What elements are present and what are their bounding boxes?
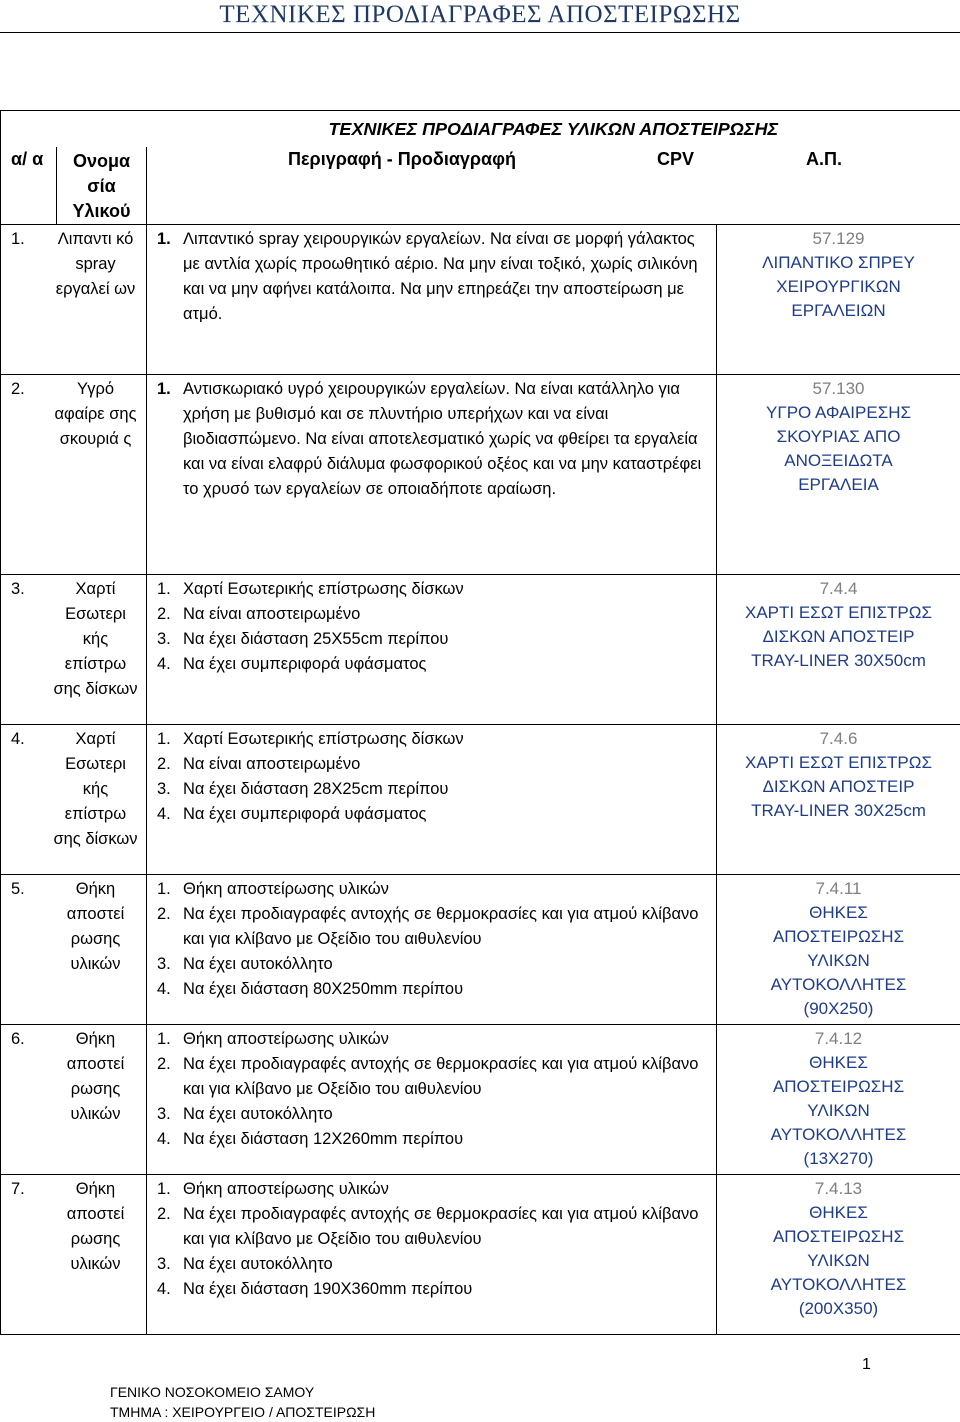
cpv-cell <box>717 1174 960 1334</box>
spec-item-text: Να έχει προδιαγραφές αντοχής σε θερμοκρασίες και για ατμού κλίβανο και για κλίβανο με Οξείδιο του αιθυλενίου <box>183 1054 699 1098</box>
spec-item <box>157 1252 706 1277</box>
spec-item-text: Θήκη αποστείρωσης υλικών <box>183 1179 389 1198</box>
header-desc-cell <box>147 147 960 225</box>
spec-item <box>157 377 706 502</box>
spec-item <box>157 1027 706 1052</box>
header-name <box>57 147 147 225</box>
cpv-description: ΥΓΡΟ ΑΦΑΙΡΕΣΗΣ ΣΚΟΥΡΙΑΣ ΑΠΟ ΑΝΟΞΕΙΔΩΤΑ ΕΡΓΑΛΕΙΑ <box>766 402 912 494</box>
cpv-code: 7.4.11 <box>815 878 862 898</box>
row-number: 3. <box>11 579 25 598</box>
table-row <box>1 1024 960 1174</box>
spec-item <box>157 602 706 627</box>
cpv-description: ΘΗΚΕΣ ΑΠΟΣΤΕΙΡΩΣΗΣ ΥΛΙΚΩΝ ΑΥΤΟΚΟΛΛΗΤΕΣ (200Χ350) <box>770 1202 907 1318</box>
description-cell <box>147 1024 717 1174</box>
spec-item-number: 4. <box>157 1279 171 1298</box>
spec-item-number: 1. <box>157 729 171 748</box>
cpv-cell <box>717 574 960 724</box>
cpv-description: ΧΑΡΤΙ ΕΣΩΤ ΕΠΙΣΤΡΩΣ ΔΙΣΚΩΝ ΑΠΟΣΤΕΙΡ TRAY-LINER 30X25cm <box>745 752 932 820</box>
spec-item-number: 4. <box>157 804 171 823</box>
row-number: 6. <box>11 1029 25 1048</box>
spec-table <box>0 110 960 1335</box>
spec-item-number: 2. <box>157 604 171 623</box>
material-name: Θήκη αποστεί ρωσης υλικών <box>66 1179 125 1273</box>
cpv-code: 7.4.6 <box>819 728 858 748</box>
material-name-cell <box>1 874 147 1024</box>
material-name-cell <box>1 574 147 724</box>
cpv-description: ΛΙΠΑΝΤΙΚΟ ΣΠΡΕΥ ΧΕΙΡΟΥΡΓΙΚΩΝ ΕΡΓΑΛΕΙΩΝ <box>762 252 915 320</box>
spec-item-text: Να είναι αποστειρωμένο <box>183 604 361 623</box>
header-num-text: α/ α <box>11 148 44 169</box>
cpv-code: 7.4.12 <box>814 1028 863 1048</box>
spec-item-text: Να έχει προδιαγραφές αντοχής σε θερμοκρασίες και για ατμού κλίβανο και για κλίβανο με Οξείδιο του αιθυλενίου <box>183 904 699 948</box>
spec-item-number: 4. <box>157 979 171 998</box>
spec-item-number: 1. <box>157 879 171 898</box>
cpv-cell <box>717 874 960 1024</box>
cpv-code: 7.4.13 <box>814 1178 863 1198</box>
spec-item-number: 3. <box>157 1254 171 1273</box>
spec-item-text: Να έχει αυτοκόλλητο <box>183 954 333 973</box>
spec-item <box>157 777 706 802</box>
table-row <box>1 224 960 374</box>
row-number: 7. <box>11 1179 25 1198</box>
spec-item-number: 3. <box>157 954 171 973</box>
header-num <box>1 147 57 225</box>
spec-item-text: Λιπαντικό spray χειρουργικών εργαλείων. Να είναι σε μορφή γάλακτος με αντλία χωρίς προωθητικό αέριο. Να μην είναι τοξικό, χωρίς σιλικόνη και να μην αφήνει κατάλοιπα. Να μην επηρεάζει την αποστείρωση με ατμό. <box>183 229 698 323</box>
spec-item <box>157 977 706 1002</box>
spec-item <box>157 802 706 827</box>
spec-item-text: Να έχει αυτοκόλλητο <box>183 1254 333 1273</box>
description-cell <box>147 874 717 1024</box>
spec-item-number: 1. <box>157 1029 171 1048</box>
spec-item-number: 2. <box>157 1204 171 1223</box>
spec-item-text: Να έχει διάσταση 80Χ250mm περίπου <box>183 979 464 998</box>
table-row <box>1 724 960 874</box>
cpv-cell <box>717 224 960 374</box>
table-row <box>1 574 960 724</box>
description-cell <box>147 374 717 574</box>
header-ap: Α.Π. <box>806 148 842 169</box>
spec-item <box>157 952 706 977</box>
material-name: Χαρτί Εσωτερι κής επίστρω σης δίσκων <box>53 579 138 698</box>
spec-item-text: Να είναι αποστειρωμένο <box>183 754 361 773</box>
spec-item-text: Θήκη αποστείρωσης υλικών <box>183 1029 389 1048</box>
spec-item-text: Να έχει διάσταση 28Χ25cm περίπου <box>183 779 449 798</box>
row-number: 2. <box>11 379 25 398</box>
row-number: 4. <box>11 729 25 748</box>
table-row <box>1 374 960 574</box>
spec-item-number: 1. <box>157 1179 171 1198</box>
spec-item <box>157 627 706 652</box>
material-name: Λιπαντι κό spray εργαλεί ων <box>55 229 136 298</box>
spec-item-text: Να έχει συμπεριφορά υφάσματος <box>183 654 427 673</box>
table-row <box>1 1174 960 1334</box>
spec-item <box>157 577 706 602</box>
material-name-cell <box>1 224 147 374</box>
spec-item-text: Να έχει αυτοκόλλητο <box>183 1104 333 1123</box>
cpv-code: 57.129 <box>812 228 865 248</box>
footer <box>110 1382 375 1422</box>
material-name-cell <box>1 724 147 874</box>
table-title: ΤΕΧΝΙΚΕΣ ΠΡΟΔΙΑΓΡΑΦΕΣ ΥΛΙΚΩΝ ΑΠΟΣΤΕΙΡΩΣΗΣ <box>147 111 960 147</box>
spec-item-number: 3. <box>157 779 171 798</box>
table-header-row <box>1 147 960 225</box>
cpv-cell <box>717 374 960 574</box>
description-cell <box>147 224 717 374</box>
header-cpv: CPV <box>657 148 695 169</box>
cpv-code: 57.130 <box>812 378 865 398</box>
spec-item <box>157 652 706 677</box>
spec-item-number: 1. <box>157 579 171 598</box>
description-cell <box>147 724 717 874</box>
table-title-row <box>1 111 960 147</box>
spec-item-text: Να έχει διάσταση 25Χ55cm περίπου <box>183 629 449 648</box>
description-cell <box>147 1174 717 1334</box>
spec-item-number: 2. <box>157 1054 171 1073</box>
spec-item <box>157 1052 706 1102</box>
spec-item <box>157 902 706 952</box>
material-name: Θήκη αποστεί ρωσης υλικών <box>66 1029 125 1123</box>
cpv-cell <box>717 1024 960 1174</box>
page-header-title: ΤΕΧΝΙΚΕΣ ΠΡΟΔΙΑΓΡΑΦΕΣ ΑΠΟΣΤΕΙΡΩΣΗΣ <box>219 1 741 28</box>
header-divider <box>0 32 960 33</box>
spec-item <box>157 727 706 752</box>
spec-item <box>157 877 706 902</box>
row-number: 1. <box>11 229 25 248</box>
spec-item <box>157 227 706 327</box>
cpv-description: ΘΗΚΕΣ ΑΠΟΣΤΕΙΡΩΣΗΣ ΥΛΙΚΩΝ ΑΥΤΟΚΟΛΛΗΤΕΣ (13Χ270) <box>770 1052 907 1168</box>
spec-item-text: Αντισκωριακό υγρό χειρουργικών εργαλείων. Να είναι κατάλληλο για χρήση με βυθισμό και σε πλυντήριο υπερήχων και να είναι βιοδιασπώμενο. Να είναι αποτελεσματικό χωρίς να φθείρει τα εργαλεία και να είναι ελαφρύ διάλυμα φωσφορικού οξέος και να μην καταστρέφει το χρυσό των εργαλείων σε οποιαδήποτε αραίωση. <box>183 379 702 498</box>
spec-item-text: Να έχει προδιαγραφές αντοχής σε θερμοκρασίες και για ατμού κλίβανο και για κλίβανο με Οξείδιο του αιθυλενίου <box>183 1204 699 1248</box>
spec-item-number: 2. <box>157 904 171 923</box>
description-cell <box>147 574 717 724</box>
spec-item-number: 4. <box>157 1129 171 1148</box>
material-name: Θήκη αποστεί ρωσης υλικών <box>66 879 125 973</box>
spec-item-text: Θήκη αποστείρωσης υλικών <box>183 879 389 898</box>
row-number: 5. <box>11 879 25 898</box>
cpv-description: ΘΗΚΕΣ ΑΠΟΣΤΕΙΡΩΣΗΣ ΥΛΙΚΩΝ ΑΥΤΟΚΟΛΛΗΤΕΣ (90Χ250) <box>770 902 907 1018</box>
material-name-cell <box>1 374 147 574</box>
spec-item-text: Να έχει διάσταση 12Χ260mm περίπου <box>183 1129 464 1148</box>
spec-item <box>157 1177 706 1202</box>
spec-item-number: 3. <box>157 1104 171 1123</box>
header-name-text: Ονομα σία Υλικού <box>72 150 131 221</box>
spec-item-text: Χαρτί Εσωτερικής επίστρωσης δίσκων <box>183 729 464 748</box>
spec-item <box>157 1102 706 1127</box>
spec-item-number: 4. <box>157 654 171 673</box>
material-name: Υγρό αφαίρε σης σκουριά ς <box>54 379 137 448</box>
spec-item <box>157 1202 706 1252</box>
page-number: 1 <box>862 1356 871 1373</box>
spec-item-text: Να έχει συμπεριφορά υφάσματος <box>183 804 427 823</box>
spec-item <box>157 752 706 777</box>
spec-item-number: 1. <box>157 229 171 248</box>
spec-item-text: Χαρτί Εσωτερικής επίστρωσης δίσκων <box>183 579 464 598</box>
footer-hospital: ΓΕΝΙΚΟ ΝΟΣΟΚΟΜΕΙΟ ΣΑΜΟΥ <box>110 1384 315 1400</box>
footer-department: ΤΜΗΜΑ : ΧΕΙΡΟΥΡΓΕΙΟ / ΑΠΟΣΤΕΙΡΩΣΗ <box>110 1404 376 1420</box>
cpv-description: ΧΑΡΤΙ ΕΣΩΤ ΕΠΙΣΤΡΩΣ ΔΙΣΚΩΝ ΑΠΟΣΤΕΙΡ TRAY-LINER 30X50cm <box>745 602 932 670</box>
material-name-cell <box>1 1174 147 1334</box>
spec-item <box>157 1127 706 1152</box>
material-name: Χαρτί Εσωτερι κής επίστρω σης δίσκων <box>53 729 138 848</box>
table-row <box>1 874 960 1024</box>
spec-item-number: 3. <box>157 629 171 648</box>
header-desc: Περιγραφή - Προδιαγραφή <box>288 148 516 169</box>
spec-item <box>157 1277 706 1302</box>
spec-item-number: 2. <box>157 754 171 773</box>
spec-item-text: Να έχει διάσταση 190Χ360mm περίπου <box>183 1279 473 1298</box>
material-name-cell <box>1 1024 147 1174</box>
cpv-code: 7.4.4 <box>819 578 858 598</box>
spec-item-number: 1. <box>157 379 171 398</box>
cpv-cell <box>717 724 960 874</box>
